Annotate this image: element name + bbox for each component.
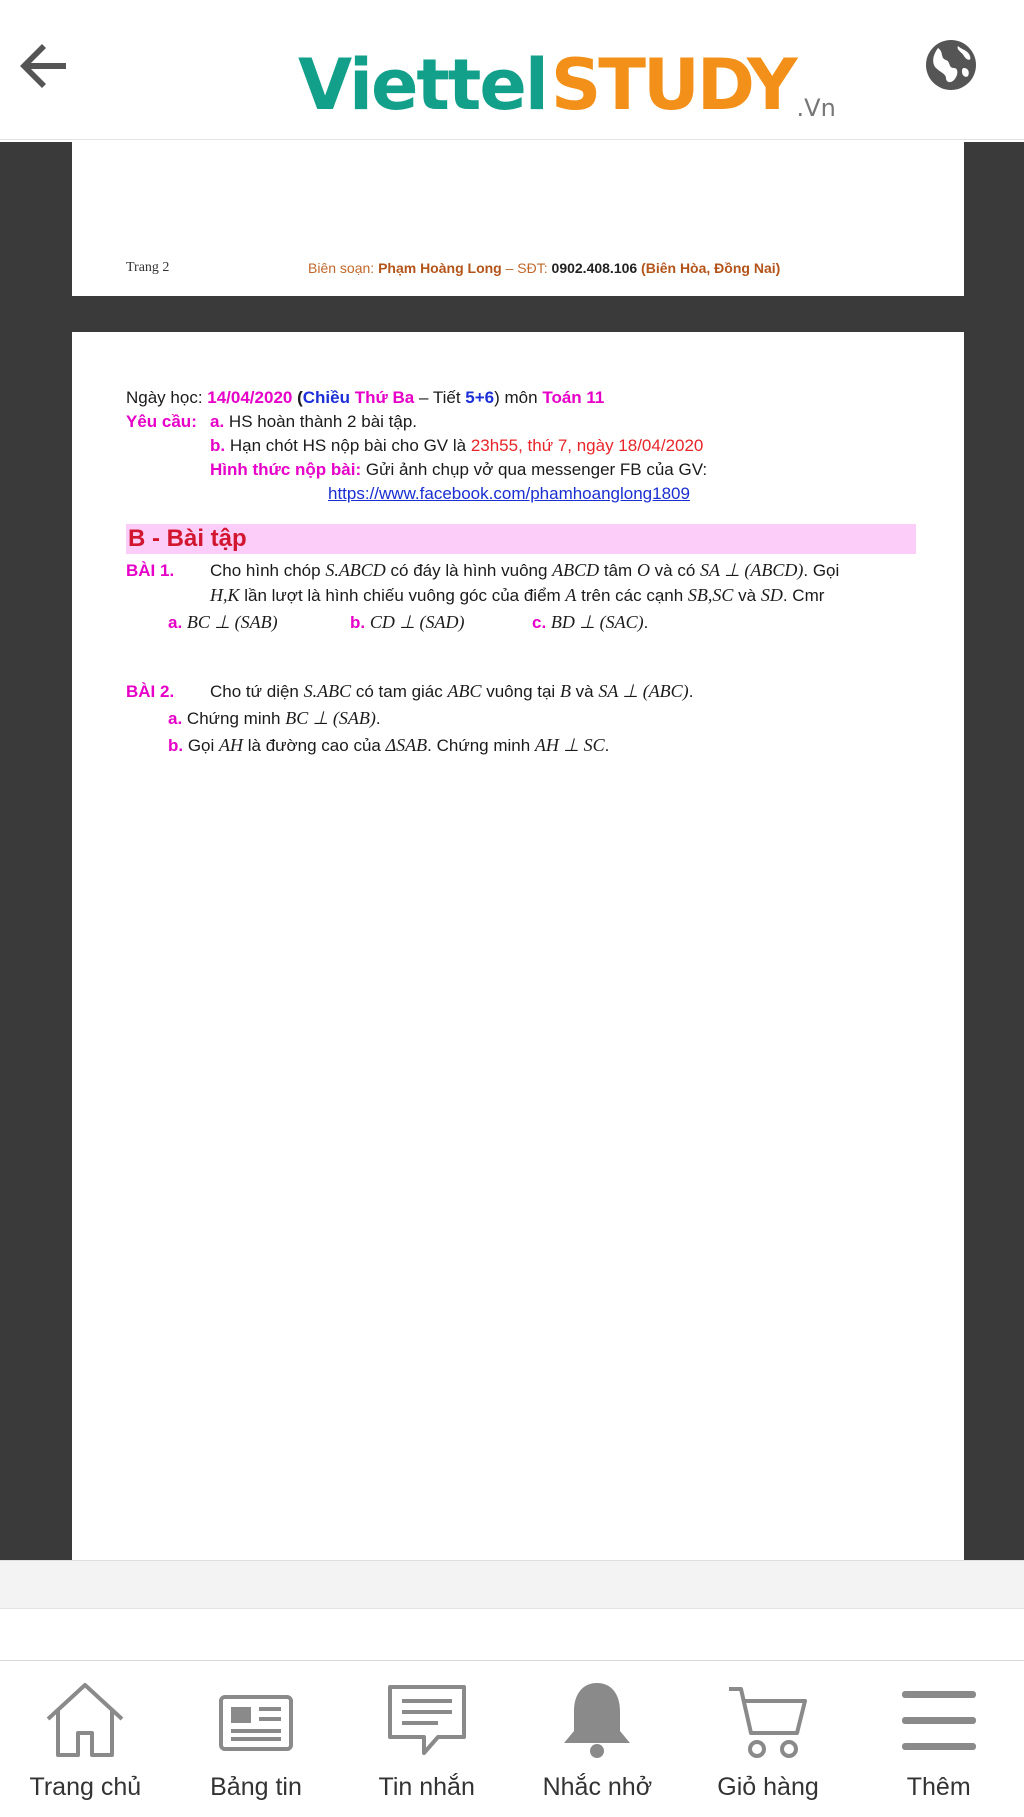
requirement-a-label: a. — [210, 412, 225, 431]
requirement-b-text: Hạn chót HS nộp bài cho GV là — [225, 436, 471, 455]
text: . Cmr — [782, 586, 825, 605]
facebook-link[interactable]: https://www.facebook.com/phamhoanglong1809 — [328, 484, 690, 503]
math: AH — [219, 735, 244, 755]
submission-label: Hình thức nộp bài: — [210, 460, 362, 479]
tab-news-label: Bảng tin — [210, 1773, 302, 1801]
math: BC ⊥ (SAB) — [285, 708, 376, 728]
math: SA ⊥ (ABCD) — [700, 560, 804, 580]
logo-suffix-text: .Vn — [796, 94, 836, 122]
tab-messages-label: Tin nhắn — [378, 1773, 475, 1801]
math: SB,SC — [687, 585, 734, 605]
requirements-label: Yêu cầu: — [126, 412, 197, 431]
exercise-1-line-2 — [126, 583, 916, 608]
deadline-text: 23h55, thứ 7, ngày 18/04/2020 — [470, 436, 704, 455]
tab-cart-label: Giỏ hàng — [717, 1773, 819, 1801]
text: . Gọi — [803, 561, 840, 580]
schedule-subject: Toán 11 — [542, 388, 605, 407]
viettel-study-logo[interactable] — [298, 20, 836, 126]
submission-text: Gửi ảnh chụp vở qua messenger FB của GV: — [361, 460, 708, 479]
requirement-b-label: b. — [210, 436, 226, 455]
math: SA ⊥ (ABC) — [598, 681, 689, 701]
logo-product-text: STUDY — [550, 44, 795, 126]
page-number: Trang 2 — [126, 260, 170, 275]
math: O — [636, 560, 650, 580]
math: S.ABC — [303, 681, 352, 701]
schedule-day: Thứ Ba — [354, 388, 415, 407]
exercise-1-label: BÀI 1. — [126, 561, 175, 580]
math: B — [559, 681, 571, 701]
logo-brand-text: Viettel — [298, 44, 547, 126]
document-content — [126, 386, 916, 758]
text: có tam giác — [351, 682, 448, 701]
document-viewer[interactable] — [0, 142, 1024, 1560]
bottom-tab-bar — [0, 1660, 1024, 1817]
author-name: Phạm Hoàng Long — [378, 260, 502, 276]
facebook-link-row — [126, 482, 916, 506]
tab-home-label: Trang chủ — [29, 1773, 142, 1801]
schedule-label: Ngày học: — [126, 388, 208, 407]
text: Cho hình chóp — [210, 561, 326, 580]
exercise-1-options — [126, 610, 916, 635]
requirement-b — [126, 434, 916, 458]
text: Gọi — [183, 736, 220, 755]
document-page — [72, 332, 964, 1560]
part-b-label: b. — [168, 736, 184, 755]
text: . — [375, 709, 381, 728]
bell-icon — [552, 1675, 642, 1765]
author-location: (Biên Hòa, Đồng Nai) — [637, 260, 781, 276]
math: SD — [760, 585, 783, 605]
chat-icon — [382, 1675, 472, 1765]
text: và — [733, 586, 761, 605]
math: CD ⊥ (SAD) — [369, 612, 465, 632]
author-prefix: Biên soạn: — [308, 260, 379, 276]
document-page — [72, 142, 964, 296]
menu-icon — [894, 1675, 984, 1765]
schedule-date: 14/04/2020 — [207, 388, 293, 407]
option-b — [350, 610, 532, 635]
requirement-a-text: HS hoàn thành 2 bài tập. — [224, 412, 417, 431]
phone-label: – SĐT: — [501, 260, 552, 276]
math: AH ⊥ SC — [534, 735, 605, 755]
home-icon — [40, 1675, 130, 1765]
text: trên các cạnh — [576, 586, 688, 605]
author-phone: 0902.408.106 — [551, 260, 638, 276]
exercise-2-part-b — [126, 733, 916, 758]
math: ABCD — [552, 560, 600, 580]
option-c-label: c. — [532, 613, 547, 632]
exercise-1 — [126, 558, 916, 583]
text: lần lượt là hình chiếu vuông góc của điểm — [239, 586, 566, 605]
text: . — [688, 682, 694, 701]
tab-more[interactable] — [853, 1661, 1024, 1817]
app-header — [0, 0, 1024, 140]
math: S.ABCD — [325, 560, 386, 580]
viewer-toolbar-strip — [0, 1560, 1024, 1608]
text: có đáy là hình vuông — [385, 561, 553, 580]
math: ΔSAB — [385, 735, 428, 755]
text: và — [570, 682, 599, 701]
option-b-label: b. — [350, 613, 366, 632]
schedule-open: ( — [292, 388, 303, 407]
text: Cho tứ diện — [210, 682, 304, 701]
text: . — [643, 613, 649, 632]
subject-label: ) môn — [494, 388, 543, 407]
option-c — [532, 610, 714, 635]
math: BD ⊥ (SAC) — [550, 612, 644, 632]
text: là đường cao của — [243, 736, 386, 755]
math: A — [565, 585, 577, 605]
newspaper-icon — [211, 1675, 301, 1765]
text: . — [604, 736, 610, 755]
tab-cart[interactable] — [683, 1661, 854, 1817]
text: tâm — [599, 561, 637, 580]
option-a-label: a. — [168, 613, 183, 632]
input-strip — [0, 1608, 1024, 1660]
submission-method — [126, 458, 916, 482]
cart-icon — [723, 1675, 813, 1765]
author-line — [308, 260, 780, 276]
tab-home[interactable] — [0, 1661, 171, 1817]
language-button[interactable] — [924, 38, 978, 92]
tab-reminders-label: Nhắc nhở — [542, 1773, 653, 1801]
globe-icon — [924, 38, 978, 92]
text: . Chứng minh — [427, 736, 535, 755]
tab-more-label: Thêm — [906, 1773, 971, 1801]
math: ABC — [447, 681, 482, 701]
period-label: – Tiết — [414, 388, 466, 407]
text: vuông tại — [481, 682, 560, 701]
text: và có — [649, 561, 701, 580]
section-title: B - Bài tập — [126, 524, 916, 554]
math: BC ⊥ (SAB) — [186, 612, 278, 632]
exercise-2 — [126, 679, 916, 704]
tab-news[interactable] — [171, 1661, 342, 1817]
requirement-a — [126, 410, 916, 434]
exercise-2-part-a — [126, 706, 916, 731]
text: Chứng minh — [182, 709, 286, 728]
schedule-session: Chiều — [302, 388, 350, 407]
part-a-label: a. — [168, 709, 183, 728]
schedule-period: 5+6 — [465, 388, 495, 407]
option-a — [168, 610, 350, 635]
tab-reminders[interactable] — [512, 1661, 683, 1817]
exercise-2-label: BÀI 2. — [126, 682, 175, 701]
tab-messages[interactable] — [341, 1661, 512, 1817]
schedule-line — [126, 386, 916, 410]
math: H,K — [210, 585, 240, 605]
arrow-left-icon — [14, 38, 70, 94]
back-button[interactable] — [14, 38, 70, 94]
